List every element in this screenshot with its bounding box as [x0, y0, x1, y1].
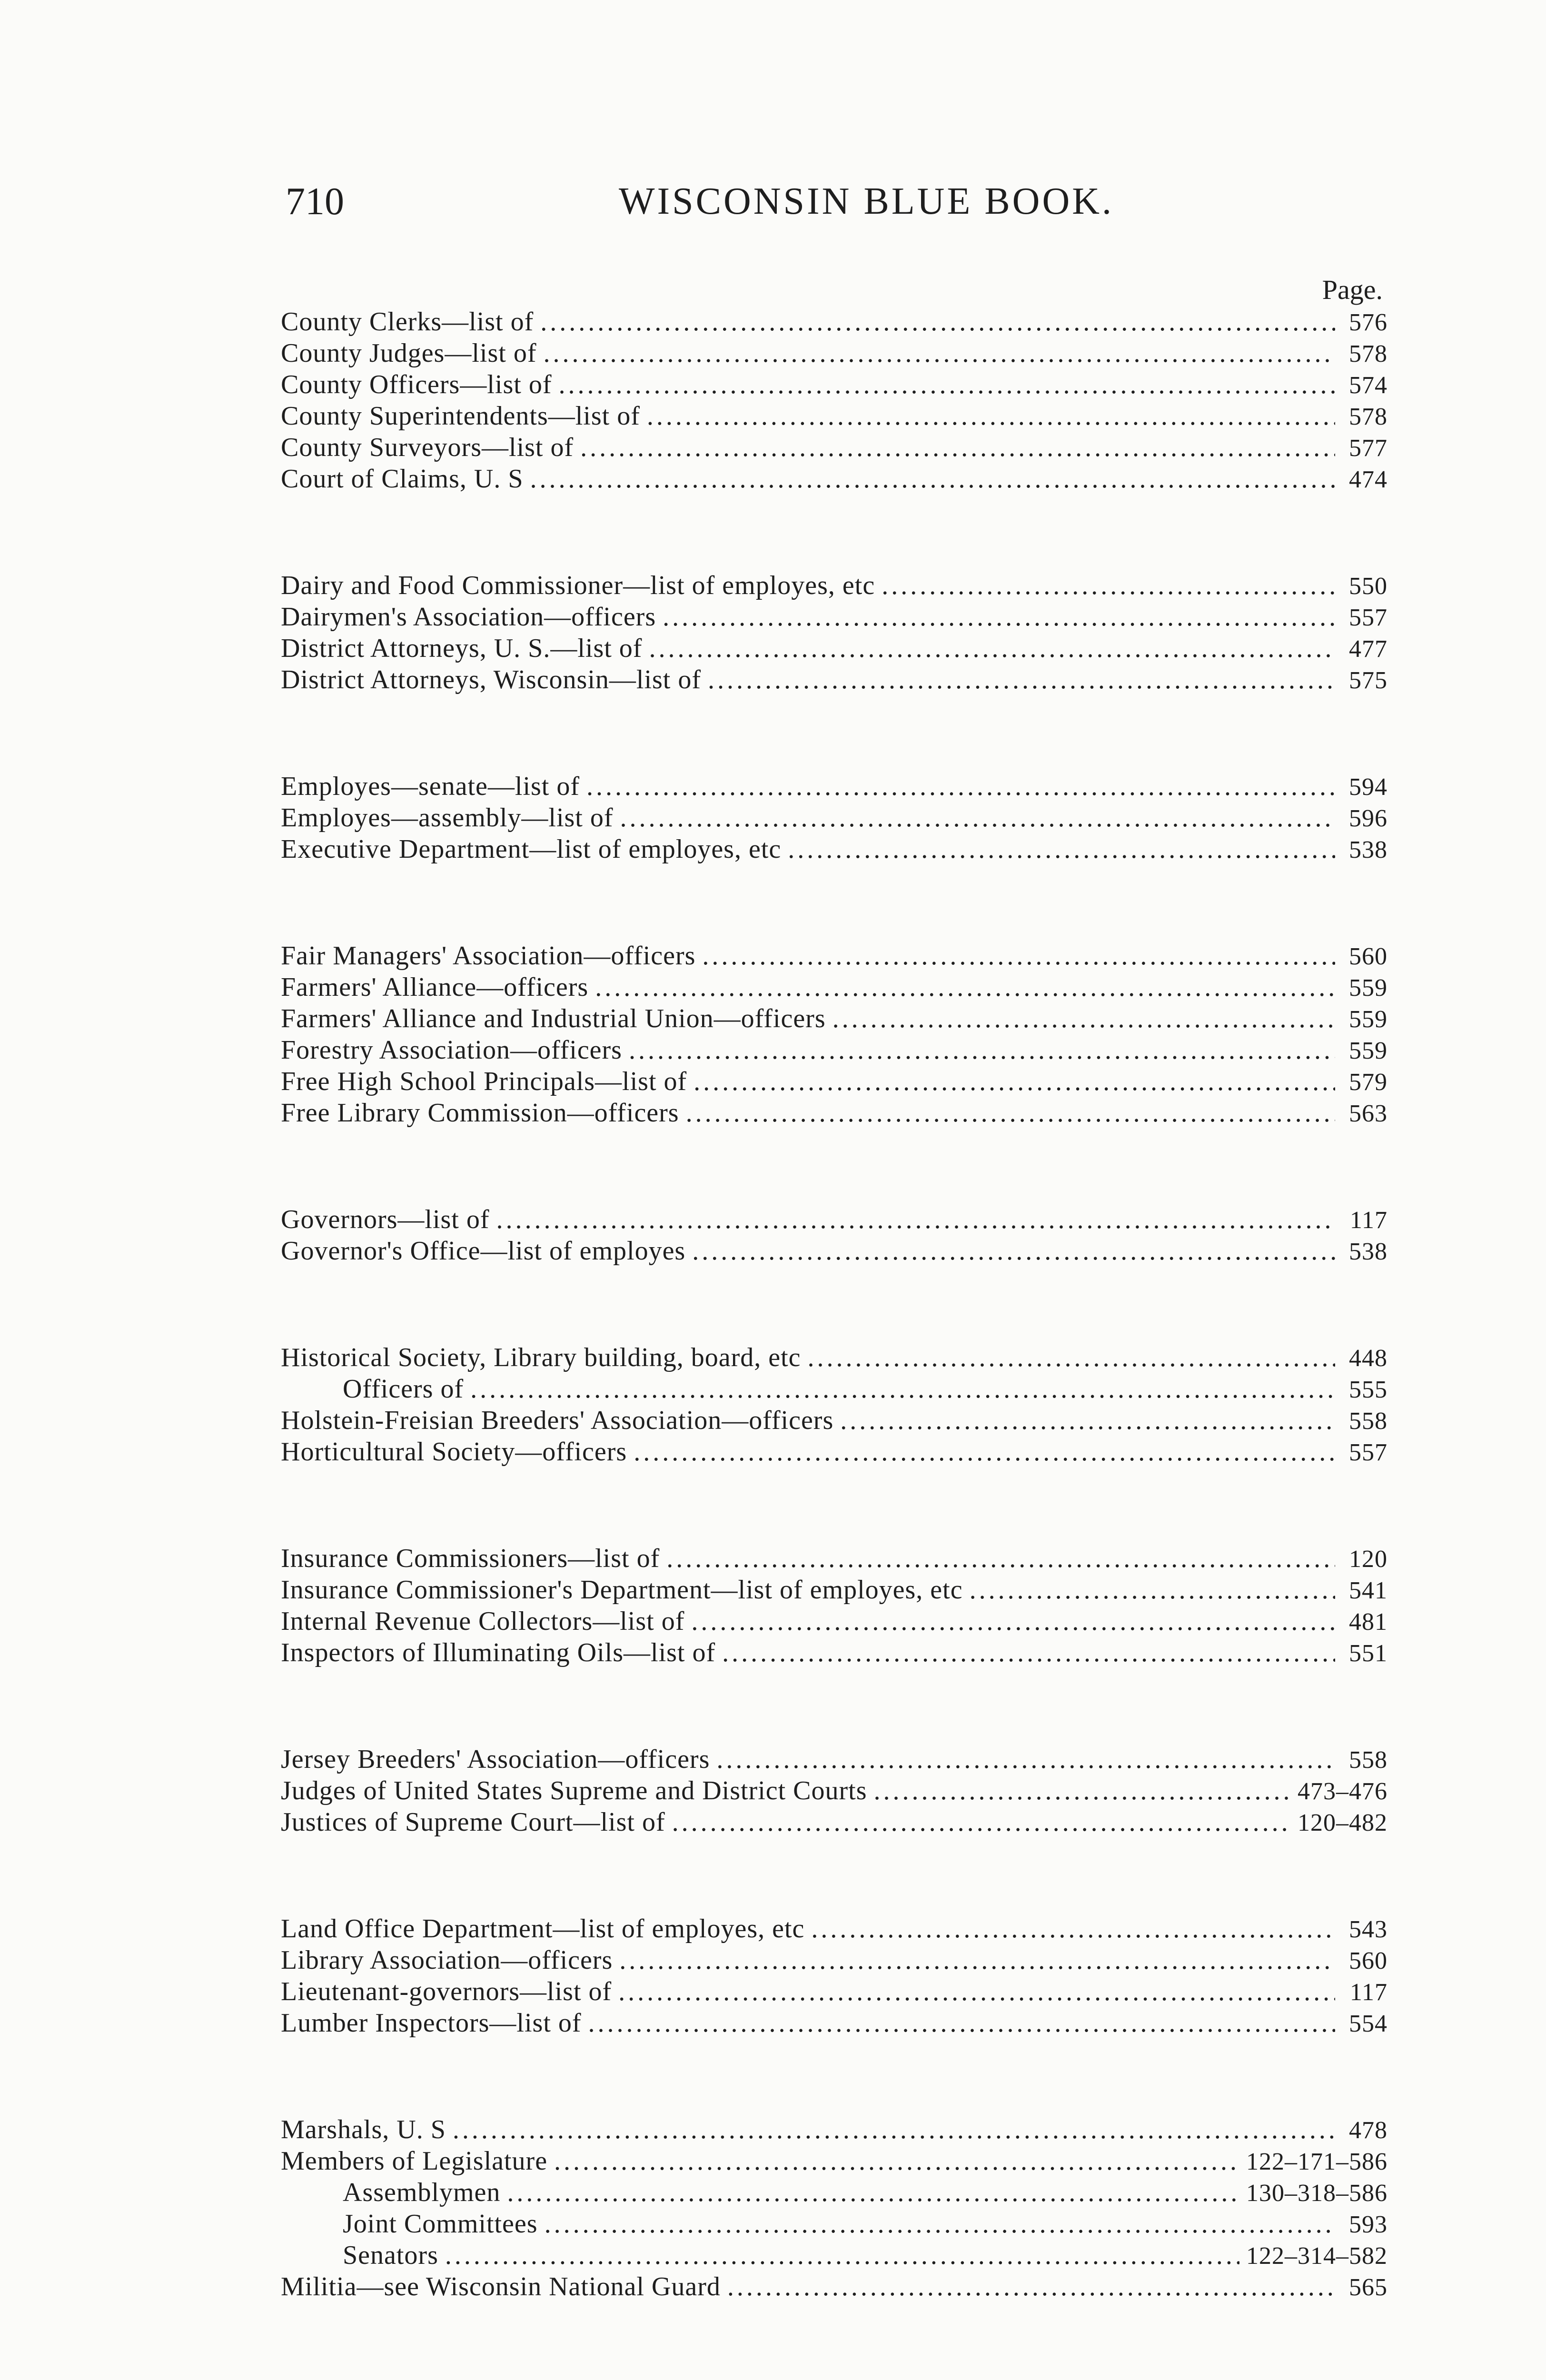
entry-label: Senators: [343, 2241, 438, 2270]
entry-page-number: 448: [1349, 1345, 1387, 1372]
entry-label: County Judges—list of: [281, 338, 537, 368]
dot-leader: [647, 400, 1335, 432]
entry-label: Lieutenant-governors—list of: [281, 1977, 612, 2006]
dot-leader: [832, 1003, 1335, 1034]
entry-label: Internal Revenue Collectors—list of: [281, 1606, 685, 1636]
entry-page-number: 554: [1349, 2010, 1387, 2037]
entry-page-number: 596: [1349, 805, 1387, 832]
index-entry: [281, 1574, 1387, 1606]
entry-page-number: 560: [1349, 943, 1387, 970]
index-entry: [281, 1775, 1387, 1806]
dot-leader: [588, 2007, 1335, 2039]
entry-page-number: 474: [1349, 466, 1387, 493]
index-entry: [281, 940, 1387, 972]
index-list: [281, 274, 1387, 2378]
entry-label: Dairymen's Association—officers: [281, 602, 656, 632]
entry-label: Lumber Inspectors—list of: [281, 2008, 582, 2038]
dot-leader: [618, 1976, 1335, 2007]
index-entry: [281, 1744, 1387, 1775]
dot-leader: [811, 1913, 1335, 1944]
dot-leader: [691, 1606, 1335, 1637]
running-title: WISCONSIN BLUE BOOK.: [619, 180, 1114, 222]
entry-label: Free High School Principals—list of: [281, 1067, 687, 1096]
index-entry: [281, 400, 1387, 432]
entry-label: Executive Department—list of employes, etc: [281, 834, 782, 864]
index-entry: [281, 601, 1387, 633]
index-entry: [281, 306, 1387, 337]
index-entry: [281, 1373, 1387, 1405]
dot-leader: [874, 1775, 1291, 1806]
entry-page-number: 117: [1349, 1979, 1387, 2006]
index-entry: [281, 1606, 1387, 1637]
index-entry: [281, 1235, 1387, 1267]
index-entry: [281, 1976, 1387, 2007]
index-entry: [281, 2007, 1387, 2039]
dot-leader: [620, 802, 1335, 833]
entry-label: County Clerks—list of: [281, 307, 534, 337]
entry-label: District Attorneys, U. S.—list of: [281, 634, 643, 663]
index-entry: [281, 337, 1387, 369]
entry-label: Employes—assembly—list of: [281, 803, 614, 833]
entry-label: District Attorneys, Wisconsin—list of: [281, 665, 702, 694]
dot-leader: [558, 369, 1335, 400]
entry-label: Militia—see Wisconsin National Guard: [281, 2272, 721, 2301]
index-section: [281, 1342, 1387, 1468]
index-entry: [281, 2271, 1387, 2302]
entry-page-number: 563: [1349, 1100, 1387, 1127]
dot-leader: [686, 1097, 1335, 1129]
entry-label: Officers of: [343, 1374, 464, 1404]
index-section: [281, 570, 1387, 695]
entry-page-number: 555: [1349, 1376, 1387, 1403]
dot-leader: [694, 1066, 1335, 1097]
dot-leader: [672, 1806, 1291, 1838]
entry-label: County Superintendents—list of: [281, 401, 640, 431]
dot-leader: [543, 337, 1335, 369]
dot-leader: [619, 1944, 1335, 1976]
dot-leader: [595, 972, 1335, 1003]
entry-label: County Officers—list of: [281, 370, 552, 399]
dot-leader: [702, 940, 1335, 972]
index-entry: [281, 369, 1387, 400]
entry-label: Free Library Commission—officers: [281, 1098, 679, 1128]
dot-leader: [692, 1235, 1335, 1267]
dot-leader: [716, 1744, 1335, 1775]
entry-page-number: 559: [1349, 1037, 1387, 1064]
dot-leader: [554, 2145, 1239, 2177]
entry-label: Horticultural Society—officers: [281, 1437, 627, 1467]
entry-page-number: 122–171–586: [1246, 2148, 1387, 2175]
index-entry: [281, 1097, 1387, 1129]
index-entry: [281, 633, 1387, 664]
entry-label: Insurance Commissioners—list of: [281, 1544, 660, 1573]
entry-page-number: 594: [1349, 774, 1387, 801]
entry-label: Historical Society, Library building, board, etc: [281, 1343, 801, 1372]
page-column-label: Page.: [1322, 274, 1383, 305]
entry-page-number: 593: [1349, 2211, 1387, 2238]
entry-page-number: 557: [1349, 1439, 1387, 1466]
entry-page-number: 481: [1349, 1608, 1387, 1636]
entry-label: Court of Claims, U. S: [281, 464, 524, 494]
entry-label: Justices of Supreme Court—list of: [281, 1807, 665, 1837]
entry-page-number: 558: [1349, 1408, 1387, 1435]
entry-page-number: 473–476: [1298, 1778, 1387, 1805]
dot-leader: [808, 1342, 1335, 1373]
entry-page-number: 557: [1349, 604, 1387, 631]
dot-leader: [649, 633, 1335, 664]
dot-leader: [470, 1373, 1335, 1405]
entry-label: Dairy and Food Commissioner—list of employes, etc: [281, 571, 875, 600]
dot-leader: [580, 432, 1335, 463]
index-entry: [281, 1913, 1387, 1944]
index-entry: [281, 1034, 1387, 1066]
entry-label: Holstein-Freisian Breeders' Association—officers: [281, 1406, 834, 1435]
entry-page-number: 541: [1349, 1577, 1387, 1604]
entry-page-number: 574: [1349, 372, 1387, 399]
index-entry: [281, 432, 1387, 463]
index-entry: [281, 1637, 1387, 1668]
index-entry: [281, 1944, 1387, 1976]
entry-label: Inspectors of Illuminating Oils—list of: [281, 1638, 716, 1667]
index-entry: [281, 2240, 1387, 2271]
index-section: [281, 771, 1387, 865]
dot-leader: [708, 664, 1335, 695]
entry-page-number: 559: [1349, 974, 1387, 1002]
dot-leader: [663, 601, 1335, 633]
entry-page-number: 565: [1349, 2274, 1387, 2301]
dot-leader: [496, 1204, 1335, 1235]
index-entry: [281, 1003, 1387, 1034]
index-entry: [281, 1342, 1387, 1373]
entry-label: Land Office Department—list of employes, etc: [281, 1914, 805, 1944]
entry-page-number: 550: [1349, 573, 1387, 600]
entry-label: Fair Managers' Association—officers: [281, 941, 696, 971]
dot-leader: [727, 2271, 1335, 2302]
index-section: [281, 2114, 1387, 2302]
index-entry: [281, 463, 1387, 495]
entry-label: Governors—list of: [281, 1205, 490, 1234]
index-section: [281, 1204, 1387, 1267]
entry-label: Judges of United States Supreme and District Courts: [281, 1776, 867, 1805]
entry-label: Members of Legislature: [281, 2146, 548, 2176]
entry-page-number: 538: [1349, 1238, 1387, 1265]
dot-leader: [453, 2114, 1335, 2145]
entry-label: Assemblymen: [343, 2178, 501, 2207]
index-entry: [281, 2177, 1387, 2208]
index-entry: [281, 1436, 1387, 1468]
entry-page-number: 538: [1349, 836, 1387, 863]
dot-leader: [445, 2240, 1239, 2271]
dot-leader: [545, 2208, 1335, 2240]
index-entry: [281, 802, 1387, 833]
index-entry: [281, 833, 1387, 865]
entry-page-number: 578: [1349, 340, 1387, 367]
entry-page-number: 578: [1349, 403, 1387, 430]
entry-page-number: 576: [1349, 309, 1387, 336]
dot-leader: [788, 833, 1335, 865]
dot-leader: [882, 570, 1335, 601]
dot-leader: [540, 306, 1335, 337]
entry-page-number: 120: [1349, 1546, 1387, 1573]
index-entry: [281, 1405, 1387, 1436]
index-section: [281, 1543, 1387, 1668]
index-entry: [281, 570, 1387, 601]
entry-label: Forestry Association—officers: [281, 1035, 622, 1065]
entry-page-number: 477: [1349, 635, 1387, 663]
entry-label: Jersey Breeders' Association—officers: [281, 1745, 710, 1774]
entry-page-number: 543: [1349, 1916, 1387, 1943]
entry-page-number: 559: [1349, 1006, 1387, 1033]
index-section: [281, 306, 1387, 495]
entry-page-number: 130–318–586: [1246, 2180, 1387, 2207]
index-section: [281, 1913, 1387, 2039]
entry-page-number: 478: [1349, 2117, 1387, 2144]
index-entry: [281, 664, 1387, 695]
dot-leader: [507, 2177, 1239, 2208]
entry-label: Employes—senate—list of: [281, 772, 580, 801]
page-number: 710: [286, 179, 344, 223]
entry-label: Farmers' Alliance—officers: [281, 972, 589, 1002]
entry-page-number: 579: [1349, 1069, 1387, 1096]
entry-label: Farmers' Alliance and Industrial Union—officers: [281, 1004, 826, 1033]
index-entry: [281, 2145, 1387, 2177]
dot-leader: [722, 1637, 1335, 1668]
index-entry: [281, 1806, 1387, 1838]
dot-leader: [530, 463, 1335, 495]
entry-label: Marshals, U. S: [281, 2115, 446, 2144]
entry-page-number: 122–314–582: [1246, 2242, 1387, 2270]
index-entry: [281, 1204, 1387, 1235]
index-entry: [281, 771, 1387, 802]
page-header: [286, 175, 1380, 228]
entry-label: Joint Committees: [343, 2209, 538, 2239]
index-section: [281, 940, 1387, 1129]
dot-leader: [586, 771, 1335, 802]
index-entry: [281, 1543, 1387, 1574]
entry-label: Library Association—officers: [281, 1945, 613, 1975]
dot-leader: [629, 1034, 1335, 1066]
dot-leader: [840, 1405, 1335, 1436]
index-entry: [281, 2114, 1387, 2145]
entry-label: Insurance Commissioner's Department—list of employes, etc: [281, 1575, 963, 1605]
index-entry: [281, 1066, 1387, 1097]
index-entry: [281, 2208, 1387, 2240]
entry-page-number: 575: [1349, 667, 1387, 694]
dot-leader: [634, 1436, 1335, 1468]
entry-page-number: 120–482: [1298, 1809, 1387, 1836]
entry-label: County Surveyors—list of: [281, 433, 574, 462]
dot-leader: [970, 1574, 1335, 1606]
index-entry: [281, 972, 1387, 1003]
entry-page-number: 577: [1349, 435, 1387, 462]
entry-page-number: 551: [1349, 1640, 1387, 1667]
entry-page-number: 558: [1349, 1746, 1387, 1774]
index-section: [281, 1744, 1387, 1838]
entry-page-number: 560: [1349, 1947, 1387, 1974]
entry-page-number: 117: [1349, 1207, 1387, 1234]
dot-leader: [666, 1543, 1335, 1574]
entry-label: Governor's Office—list of employes: [281, 1236, 686, 1266]
